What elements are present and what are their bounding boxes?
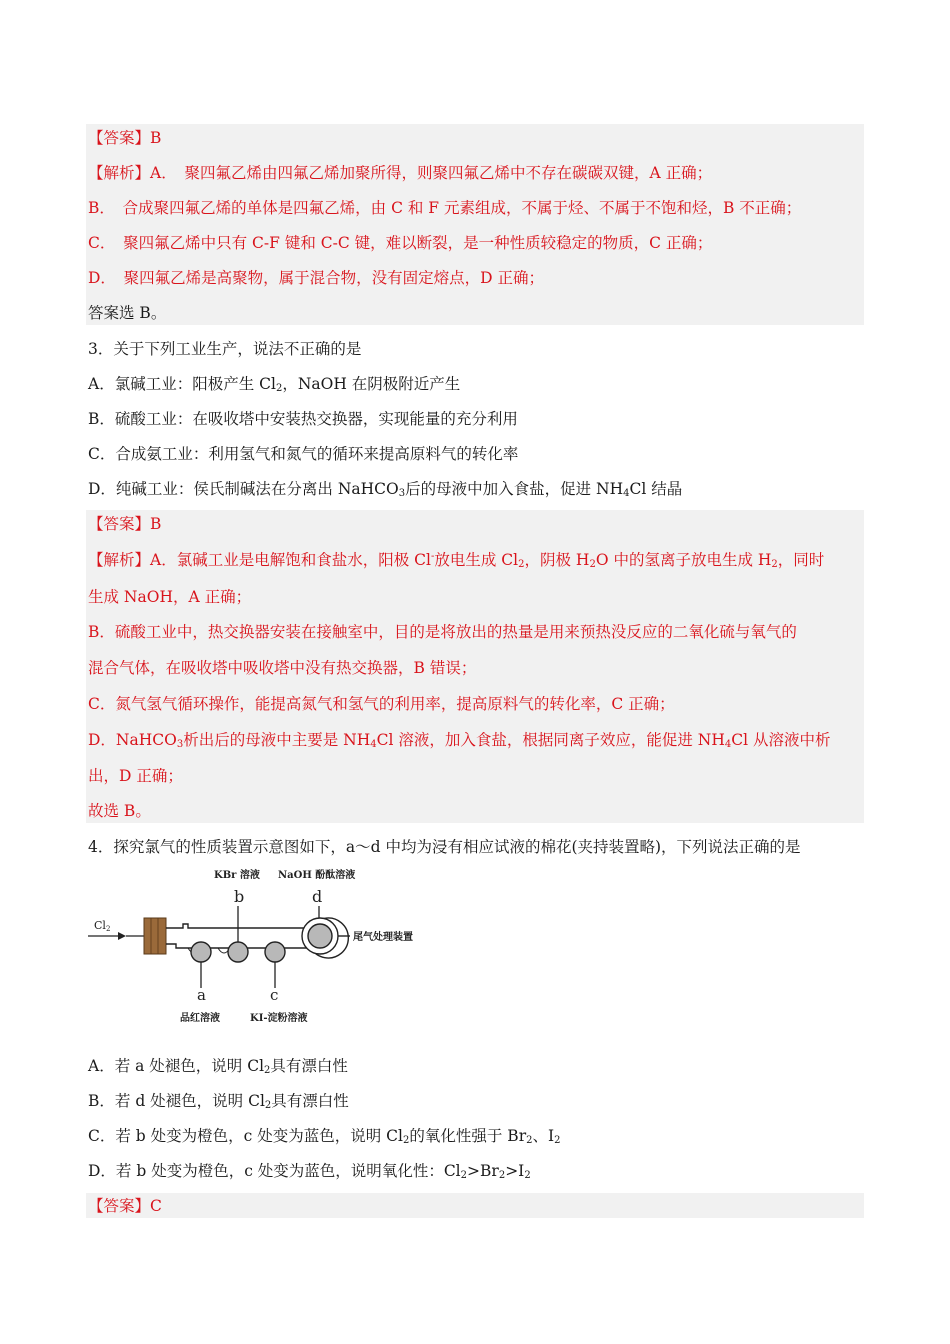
stopper (144, 918, 166, 954)
cotton-a (191, 942, 211, 962)
q3-option-d: D．纯碱工业：侯氏制碱法在分离出 NaHCO$_3$后的母液中加入食盐，促进 $NH_4Cl$ 结晶 (88, 480, 683, 499)
inlet-arrowhead (118, 932, 126, 940)
letter-c: c (270, 986, 279, 1004)
q2-analysis-c: C． 聚四氟乙烯中只有 C-F 键和 C-C 键，难以断裂，是一种性质较稳定的物质，C 正确； (88, 234, 713, 252)
q2-analysis-a: 【解析】A． 聚四氟乙烯由四氟乙烯加聚所得，则聚四氟乙烯中不存在碳碳双键，A 正确； (88, 164, 713, 182)
label-ki-starch-solution: KI-淀粉溶液 (250, 1013, 308, 1024)
letter-b: b (234, 887, 245, 906)
q4-option-d: D．若 b 处变为橙色，c 处变为蓝色，说明氧化性：$Cl_2>Br_2>I_2$ (88, 1162, 531, 1181)
analysis-heading: 【解析】 (88, 551, 151, 569)
q3-conclusion: 故选 B。 (88, 802, 151, 820)
label-tail-gas: 尾气处理装置 (353, 932, 413, 943)
q3-stem: 3．关于下列工业生产，说法不正确的是 (88, 340, 362, 358)
inlet-label: Cl2 (94, 919, 111, 933)
q3-analysis-b-line2: 混合气体，在吸收塔中吸收塔中没有热交换器，B 错误； (88, 659, 477, 677)
q4-option-b: B．若 d 处褪色，说明 $Cl_2$具有漂白性 (88, 1092, 349, 1111)
q3-analysis-b-line1: B．硫酸工业中，热交换器安装在接触室中，目的是将放出的热量是用来预热没反应的二氧化硫与氧气的 (88, 623, 797, 641)
q3-option-b: B．硫酸工业：在吸收塔中安装热交换器，实现能量的充分利用 (88, 410, 518, 428)
q4-stem: 4．探究氯气的性质装置示意图如下，a～d 中均为浸有相应试液的棉花(夹持装置略)，下列说法正确的是 (88, 838, 801, 856)
label-kbr-solution: KBr 溶液 (214, 870, 260, 881)
q4-answer: 【答案】C (88, 1197, 162, 1215)
label-pinhong-solution: 品红溶液 (180, 1013, 220, 1024)
q2-analysis-d: D． 聚四氟乙烯是高聚物，属于混合物，没有固定熔点，D 正确； (88, 269, 545, 287)
cotton-b (228, 942, 248, 962)
label-naoh-solution: NaOH 酚酞溶液 (278, 870, 356, 881)
q2-analysis-b: B． 合成聚四氟乙烯的单体是四氟乙烯，由 C 和 F 元素组成，不属于烃、不属于不饱和烃，B 不正确； (88, 199, 802, 217)
letter-d: d (312, 887, 323, 906)
q2-conclusion: 答案选 B。 (88, 304, 167, 322)
q2-answer-box (86, 124, 864, 325)
apparatus-diagram (86, 866, 426, 1028)
q3-option-c: C．合成氨工业：利用氢气和氮气的循环来提高原料气的转化率 (88, 445, 519, 463)
letter-a: a (197, 986, 206, 1004)
q4-answer-box (86, 1193, 864, 1218)
q3-analysis-c: C．氮气氢气循环操作，能提高氮气和氢气的利用率，提高原料气的转化率，C 正确； (88, 695, 675, 713)
q3-analysis-a-line1: 【解析】A．氯碱工业是电解饱和食盐水，阳极 Cl-放电生成 $Cl_2$，阴极 $H_2O$ 中的氢离子放电生成 $H_2$，同时 (88, 551, 825, 570)
analysis-heading: 【解析】 (88, 164, 151, 182)
q3-analysis-a-line2: 生成 NaOH，A 正确； (88, 588, 252, 606)
q3-answer: 【答案】B (88, 515, 162, 533)
q2-answer: 【答案】B (88, 129, 162, 147)
q3-analysis-d-line2: 出，D 正确； (88, 767, 183, 785)
q3-option-a: A．氯碱工业：阳极产生 $Cl_2$，NaOH 在阴极附近产生 (88, 375, 461, 394)
cotton-c (265, 942, 285, 962)
cotton-d (308, 924, 332, 948)
q4-option-c: C．若 b 处变为橙色，c 处变为蓝色，说明 $Cl_2$的氧化性强于 $Br_2$、$I_2$ (88, 1127, 561, 1146)
q4-option-a: A．若 a 处褪色，说明 $Cl_2$具有漂白性 (88, 1057, 348, 1076)
q3-analysis-d-line1: D．NaHCO$_3$析出后的母液中主要是 $NH_4Cl$ 溶液，加入食盐，根据同离子效应，能促进 $NH_4Cl$ 从溶液中析 (88, 731, 831, 750)
